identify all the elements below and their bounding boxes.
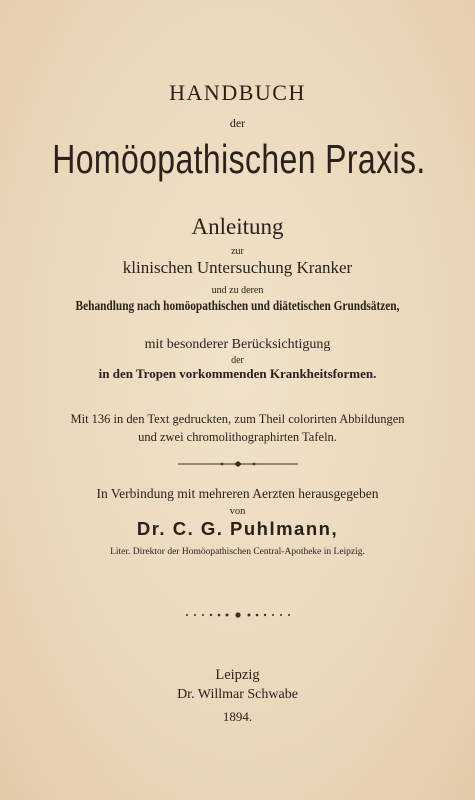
imprint-city: Leipzig: [215, 667, 260, 683]
subtitle-tropen: in den Tropen vorkommenden Krankheitsformen.: [98, 366, 377, 381]
author-role: Liter. Direktor der Homöopathischen Central-Apotheke in Leipzig.: [110, 547, 365, 557]
connector-und-zu-deren: und zu deren: [211, 285, 264, 296]
plates-note: und zwei chromolithographirten Tafeln.: [138, 430, 337, 444]
subtitle-behandlung: Behandlung nach homöopathischen und diätetischen Grundsätzen,: [75, 298, 400, 313]
connector-von: von: [229, 506, 246, 517]
heading-handbuch: HANDBUCH: [169, 80, 306, 105]
ornament-rule-icon: [0, 455, 475, 473]
connector-zur: zur: [231, 246, 244, 257]
connector-der-2: der: [231, 355, 244, 366]
main-title: Homöopathischen Praxis.: [52, 136, 426, 182]
editor-note: In Verbindung mit mehreren Aerzten herausgegeben: [96, 486, 379, 501]
imprint-year: 1894.: [222, 709, 253, 724]
illustrations-note: Mit 136 in den Text gedruckten, zum Theil colorirten Abbildungen: [70, 412, 405, 426]
subtitle-anleitung: Anleitung: [191, 214, 284, 239]
subtitle-mit-besonderer: mit besonderer Berücksichtigung: [144, 337, 331, 352]
connector-der: der: [229, 116, 246, 130]
subtitle-klinischen: klinischen Untersuchung Kranker: [122, 258, 353, 277]
ornament-dots-icon: [0, 606, 475, 624]
imprint-publisher: Dr. Willmar Schwabe: [177, 687, 298, 702]
author-name: Dr. C. G. Puhlmann,: [136, 518, 339, 539]
